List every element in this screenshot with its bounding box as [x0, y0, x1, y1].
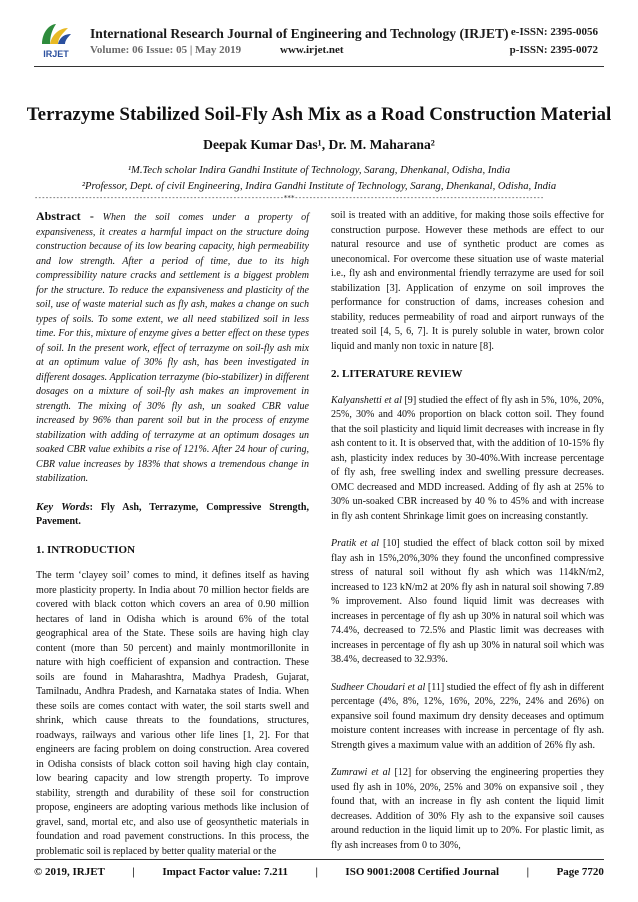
footer-impact-factor: Impact Factor value: 7.211: [162, 866, 288, 878]
keywords-text: : Fly Ash, Terrazyme, Compressive Strength, Pavement.: [36, 501, 309, 527]
authors: Deepak Kumar Das¹, Dr. M. Maharana²: [203, 137, 435, 152]
header-divider: [34, 66, 604, 67]
abstract-label: Abstract -: [36, 209, 94, 223]
literature-paragraph: [331, 537, 604, 668]
footer-separator: |: [526, 866, 530, 878]
literature-text: [11] studied the effect of fly ash in different percentage (4%, 8%, 12%, 16%, 20%, 22%, 24% and 26%) on expansive soil found maximum dry density deceases and optimum moisture content increases with increase in percentage of fly ash. Strength gives a maximum value with an addition of 26% fly ash.: [331, 681, 604, 751]
e-issn: e-ISSN: 2395-0056: [510, 26, 598, 38]
logo-text: IRJET: [43, 49, 69, 59]
abstract: [36, 209, 309, 487]
footer-copyright: © 2019, IRJET: [34, 866, 105, 878]
keywords: [36, 500, 309, 530]
footer: [34, 866, 604, 878]
p-issn: p-ISSN: 2395-0072: [509, 44, 598, 56]
paper-title: Terrazyme Stabilized Soil-Fly Ash Mix as a Road Construction Material: [26, 104, 612, 125]
literature-paragraph: [331, 681, 604, 754]
irjet-logo: [38, 22, 74, 62]
journal-name: International Research Journal of Engineering and Technology (IRJET): [90, 26, 509, 41]
footer-divider: [34, 859, 604, 860]
footer-iso: ISO 9001:2008 Certified Journal: [345, 866, 500, 878]
footer-separator: |: [315, 866, 318, 878]
section-heading-introduction: 1. INTRODUCTION: [36, 543, 136, 556]
introduction-continued: soil is treated with an additive, for making those soils effective for construction purpose. However these methods are effect to our natural resource and use of synthetic product are comes as uneconomical. For overcome these situation use of waste material i.e., fly ash and environmental friendly terrazyme are used for soil stabilization [3]. Application of enzyme on soil improves the performance for construction of dams, increases cohesion and stability, reduces permeability of road and airport runways of the treated soil [4, 5, 6, 7]. It is purely soluble in water, brown color liquid and manly non toxic in nature [8].: [331, 210, 604, 352]
affiliation-1: ¹M.Tech scholar Indira Gandhi Institute of Technology, Sarang, Dhenkanal, Odisha, India: [127, 165, 511, 176]
affiliation-2: ²Professor, Dept. of civil Engineering, Indira Gandhi Institute of Technology, Sarang, Dhenkanal, Odisha, India: [81, 181, 557, 192]
keywords-label: Key Words: [36, 500, 90, 513]
journal-website[interactable]: www.irjet.net: [280, 44, 344, 56]
citation-author: Zumrawi et al: [331, 767, 391, 778]
footer-separator: |: [132, 866, 135, 878]
literature-text: [12] for observing the engineering properties they used fly ash in 10%, 20%, 25% and 30% on expansive soil , they found that, with an increase in fly ash content the liquid limit decreases. Addition of 30% Fly ash to the expansive soil causes around reduction in the liquid limit up to 20%. For plastic limit, as fly ash increases from 0 to 30%,: [331, 767, 604, 851]
literature-paragraph: [331, 394, 604, 525]
citation-author: Pratik et al: [331, 538, 380, 549]
abstract-text: When the soil comes under a property of expansiveness, it creates a harmful impact on the structure doing construction because of its low bearing capacity, high permeability and low strength. After a period of time, due to its high compressibility nature cracks and settlement is a biggest problem for the structure. To reduce the expansiveness and plasticity of the soil, use of waste material such as fly ash, makes a change on such types of soils. To some extent, we all need stabilized soil in less time. For this, mixture of enzyme gives a better effect on these types of soil. In the present work, effect of terrazyme on soil-fly ash mix at an optimum value of 30% fly ash, has been investigated in different dosages. Application terrazyme (bio-stabilizer) in different dosages on a mixture of soil-fly ash makes an improvement in strength. The mixing of 30% fly ash, un soaked CBR value increased by 96% than parent soil but in the process of enzyme stabilization with adding of terrazyme at an optimum dosages un soaked CBR value exhibits a rise of 121%. After 24 hour of curing, CBR value increases by 183% that shows a tremendous change in stabilization.: [36, 212, 309, 484]
introduction-text: The term ‘clayey soil’ comes to mind, it defines itself as having more plasticity property. In India about 70 million hector fields are covered with black cotton which covers an area of 0.90 million hectares of land in Odisha which is around 6% of the total geographical area of the State. These soils are having high clay content (more than 50 percent) and mainly montmorillonite in nature with high coefficient of expansion and contraction. These soils are found in Maharashtra, Madhya Pradesh, Gujarat, Tamilnadu, Andhra Pradesh, and Karnataka states of India. When these soils are comes contact with water, the soil starts swell and shrink, which cause threats to the foundations, structures, roadways, railways and various other life lines [1, 2]. For that engineers are facing problem on doing construction. Area covered in Odisha consists of black cotton soil having high clay contain, low bearing capacity and low strength property. To improve stability, strength and durability of these soil for construction propose, engineers are adopting various methods like inclusion of gravel, sand, mortal etc, and also use of geosynthetic materials in foundation and road pavement constructions. In this process, the problematic soil is replaced by better quality material or the: [36, 570, 309, 857]
citation-author: Kalyanshetti et al: [331, 394, 402, 406]
volume-issue: Volume: 06 Issue: 05 | May 2019: [90, 44, 242, 56]
left-column: [36, 209, 309, 872]
literature-text: [9] studied the effect of fly ash in 5%, 10%, 20%, 25%, 30% and 40% proportion on black cotton soil. They found that the soil plasticity and liquid limit decreases with increase in fly ash content to it. It is observed that, with the addition of 10-15% fly ash, plasticity index reduces by 30-40%.With increase percentage of fly ash, free swelling index and swelling pressure decreases. OMC decreased and MDD increased. Adding of fly ash at 25% to 30% un-soaked CBR increased by 40 % to 45% and with increase in fly ash content Shrinkage limit goes on increasing constantly.: [331, 394, 604, 522]
right-column: [331, 209, 604, 866]
citation-author: Sudheer Choudari et al: [331, 681, 426, 693]
literature-text: [10] studied the effect of black cotton soil by mixed flay ash in 15%,20%,30% they found the unconfined compressive stress of natural soil without fly ash which was 114kN/m2, increased to 123 kN/m2 at 20% fly ash in natural soil showing 7.89 % improvement. Also found liquid limit was decreases with increases in percentage of fly ash up 30% in natural soil which was 74.4%, decreased to 72.5% and Plastic limit was decreases with increases in percentage of fly ash up 30% in natural soil which was 38.4%, decreased to 32.93%.: [331, 538, 604, 665]
separator-line: ---------------------------------------------------------------------***---------------------------------------------------------------------: [34, 194, 544, 202]
literature-paragraph: [331, 766, 604, 853]
footer-page-number: Page 7720: [556, 866, 604, 878]
section-heading-literature-review: 2. LITERATURE REVIEW: [331, 368, 463, 380]
